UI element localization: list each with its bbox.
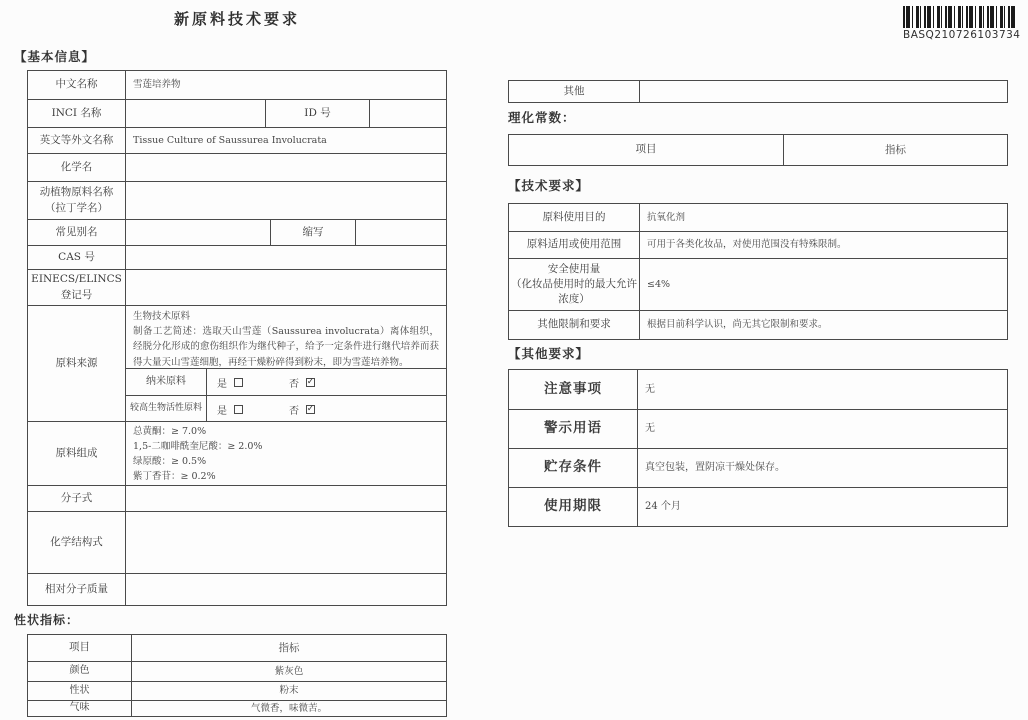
table-header-row: [28, 635, 446, 661]
alias-value: [125, 220, 270, 245]
composition-line: 紫丁香苷：≥ 0.2%: [133, 470, 216, 482]
table-row: [28, 153, 446, 181]
column-header-indicator: 指标: [783, 135, 1007, 165]
english-name-label: 英文等外文名称: [39, 133, 114, 146]
molecular-formula-value: [125, 486, 446, 511]
table-row: [28, 681, 446, 700]
other-row-table: [508, 80, 1008, 103]
section-header-other-requirements: 【其他要求】: [508, 346, 590, 361]
precautions-label: 注意事项: [544, 380, 602, 397]
checkbox-unchecked: [234, 405, 243, 414]
molecular-mass-label: 相对分子质量: [45, 582, 108, 595]
table-row: [509, 231, 1007, 258]
table-row: [28, 127, 446, 153]
animal-plant-name-label: [28, 182, 125, 219]
cas-number-value: [125, 246, 446, 269]
chinese-name-value: 雪莲培养物: [125, 71, 446, 99]
source-description: [126, 306, 446, 368]
other-restrictions-value: 根据目前科学认识，尚无其它限制和要求。: [639, 311, 1007, 339]
column-header-item: 项目: [635, 143, 657, 156]
usage-scope-value: 可用于各类化妆品，对使用范围没有特殊限制。: [639, 232, 1007, 258]
chinese-name-label: 中文名称: [55, 78, 98, 91]
english-name-value: Tissue Culture of Saussurea Involucrata: [125, 128, 446, 153]
form-label: 性状: [69, 684, 90, 696]
precautions-value: 无: [637, 370, 1007, 409]
nano-material-label: 纳米原料: [146, 375, 186, 387]
no-label: 否: [289, 405, 299, 417]
safe-usage-value: ≤4%: [639, 259, 1007, 310]
bioactive-material-label: 较高生物活性原料: [129, 403, 202, 414]
table-row: [509, 370, 1007, 409]
id-number-value: [369, 100, 446, 127]
composition-line: 1,5-二咖啡酰奎尼酸：≥ 2.0%: [133, 440, 263, 452]
composition-line: 总黄酮：≥ 7.0%: [133, 425, 207, 437]
physchem-constants-header: 理化常数：: [508, 110, 576, 125]
chemical-structure-label: 化学结构式: [50, 535, 103, 548]
source-description-row: [126, 306, 446, 368]
odor-label: 气味: [69, 702, 90, 714]
character-indicators-header: 性状指标：: [14, 613, 80, 627]
odor-value: 气微香，味微苦。: [131, 701, 446, 716]
composition-line: 绿原酸：≥ 0.5%: [133, 455, 207, 467]
form-value: 粉末: [131, 682, 446, 700]
checkbox-checked: ✓: [306, 403, 315, 414]
tech-requirements-table: [508, 203, 1008, 340]
source-content: [125, 306, 446, 421]
source-type: 生物技术原料: [133, 311, 191, 322]
table-row: [28, 421, 446, 485]
section-header-basic-info: 【基本信息】: [14, 49, 96, 64]
composition-label: 原料组成: [55, 446, 98, 459]
inci-name-value: [125, 100, 265, 127]
alias-label: 常见别名: [55, 225, 98, 238]
checkbox-unchecked: [234, 378, 243, 387]
shelf-life-value: 24 个月: [637, 488, 1007, 526]
abbreviation-label: 缩写: [270, 220, 355, 245]
bioactive-material-options: [206, 396, 446, 422]
other-value: [639, 81, 1007, 102]
einecs-label: EINECS/ELINCS 登记号: [31, 273, 122, 301]
usage-purpose-label: 原料使用目的: [542, 210, 606, 223]
table-row: [28, 573, 446, 605]
table-row: [509, 81, 1007, 102]
table-row: [509, 204, 1007, 231]
barcode-text: BASQ210726103734: [903, 29, 1021, 41]
bioactive-material-row: [126, 395, 446, 422]
other-restrictions-label: 其他限制和要求: [537, 318, 611, 331]
chemical-name-label: 化学名: [60, 160, 93, 173]
source-label: 原料来源: [55, 356, 98, 369]
table-row: [509, 258, 1007, 310]
safe-usage-label: [509, 259, 639, 310]
section-header-tech-requirements: 【技术要求】: [508, 178, 590, 193]
table-row: [28, 99, 446, 127]
usage-scope-label: 原料适用或使用范围: [526, 238, 622, 251]
barcode: [903, 6, 1021, 41]
id-number-label: ID 号: [265, 100, 369, 127]
other-label: 其他: [563, 84, 585, 97]
checkbox-checked: ✓: [306, 376, 315, 387]
table-row: [509, 448, 1007, 487]
einecs-value: [125, 270, 446, 305]
color-label: 颜色: [69, 665, 90, 677]
storage-conditions-label: 贮存条件: [544, 459, 602, 476]
chemical-structure-value: [125, 512, 446, 573]
storage-conditions-value: 真空包装，置阴凉干燥处保存。: [637, 449, 1007, 487]
basic-info-table: [27, 70, 447, 606]
table-row: [509, 409, 1007, 448]
color-value: 紫灰色: [131, 662, 446, 681]
safe-usage-label-line1: 安全使用量: [547, 262, 601, 275]
table-row: [28, 305, 446, 421]
table-row: [28, 700, 446, 716]
table-row: [28, 245, 446, 269]
source-process-text: 制备工艺简述：选取天山雪莲（Saussurea involucrata）离体组织，经脱分化形成的愈伤组织作为继代种子，给予一定条件进行继代培养而获得大量天山雪莲细胞，再经干燥粉碎得到粉末，即为雪莲培养物。: [133, 326, 439, 368]
yes-label: 是: [217, 405, 227, 417]
inci-name-label: INCI 名称: [51, 106, 102, 119]
animal-plant-name-label-line1: 动植物原料名称: [39, 186, 114, 199]
molecular-formula-label: 分子式: [60, 491, 93, 504]
chemical-name-value: [125, 154, 446, 181]
animal-plant-name-value: [125, 182, 446, 219]
yes-label: 是: [217, 378, 227, 390]
character-indicators-table: [27, 634, 447, 717]
table-row: [28, 661, 446, 681]
other-requirements-table: [508, 369, 1008, 527]
table-row: [28, 181, 446, 219]
column-header-item: 项目: [69, 641, 90, 654]
table-row: [509, 310, 1007, 339]
safe-usage-label-line2: （化妆品使用时的最大允许浓度）: [511, 277, 637, 306]
abbreviation-value: [355, 220, 446, 245]
no-label: 否: [289, 378, 299, 390]
nano-material-row: [126, 368, 446, 395]
table-row: [28, 219, 446, 245]
usage-purpose-value: 抗氧化剂: [639, 204, 1007, 231]
composition-value: [125, 422, 446, 485]
table-header-row: [509, 135, 1007, 165]
table-row: [28, 485, 446, 511]
molecular-mass-value: [125, 574, 446, 605]
barcode-image: [903, 6, 1017, 28]
shelf-life-label: 使用期限: [544, 498, 602, 515]
table-row: [28, 71, 446, 99]
cas-number-label: CAS 号: [58, 250, 95, 263]
table-row: [28, 269, 446, 305]
page-title: 新原料技术要求: [173, 10, 300, 28]
physchem-table: [508, 134, 1008, 166]
table-row: [28, 511, 446, 573]
table-row: [509, 487, 1007, 526]
nano-material-options: [206, 369, 446, 395]
animal-plant-name-label-line2: （拉丁学名）: [45, 201, 108, 214]
column-header-indicator: 指标: [131, 635, 446, 661]
warning-label: 警示用语: [544, 420, 602, 437]
warning-value: 无: [637, 410, 1007, 448]
